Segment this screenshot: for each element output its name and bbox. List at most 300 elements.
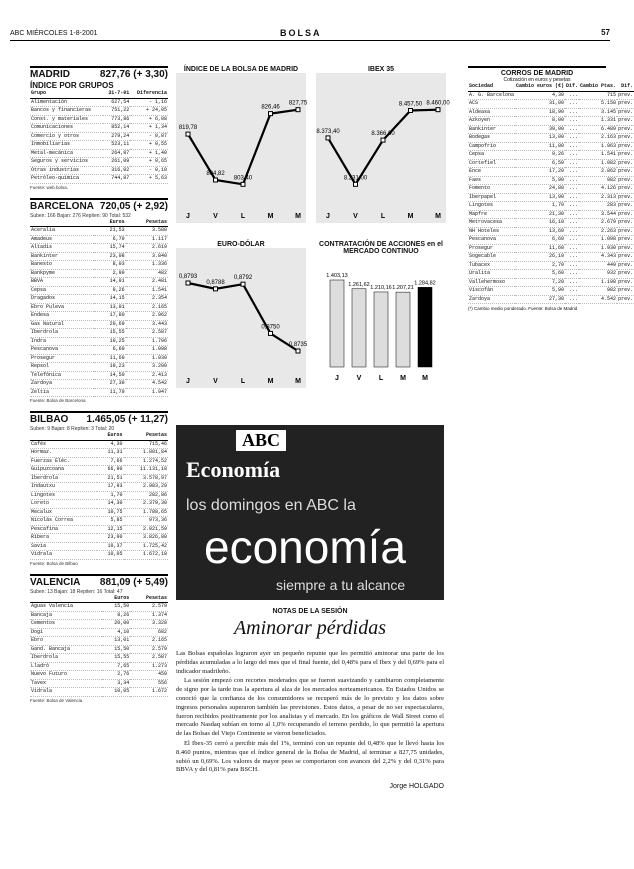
table-cell: Prosegur [468, 244, 515, 253]
table-cell: prev. [618, 236, 634, 242]
table-cell: 13,90 [515, 193, 565, 202]
table-row [30, 175, 168, 184]
data-label: 8.366,60 [371, 131, 395, 138]
table-cell: 11,60 [94, 354, 125, 363]
data-point [186, 281, 190, 285]
table-cell: 283 [579, 202, 617, 211]
table-cell: 26,10 [515, 253, 565, 262]
column-header: Euros [94, 219, 125, 227]
table-cell: 9,26 [94, 286, 125, 295]
table-cell: 715,46 [124, 440, 168, 449]
table-cell: BBVA [30, 278, 94, 287]
column-header [30, 219, 94, 227]
table-cell: 1.274,52 [124, 457, 168, 466]
table-cell: prev. [618, 159, 634, 166]
table-cell: 261,09 [103, 158, 130, 167]
bar [374, 292, 388, 367]
table-row [30, 679, 168, 688]
table-cell: 24,80 [515, 185, 565, 194]
table-cell: 27,30 [94, 380, 125, 389]
chart-title: CONTRATACIÓN DE ACCIONES en el MERCADO CONTINUO [319, 241, 443, 255]
table-row [30, 149, 168, 158]
tick-label: M [267, 213, 274, 220]
data-point [241, 182, 245, 186]
chart-title: ÍNDICE DE LA BOLSA DE MADRID [183, 66, 299, 73]
table-row [30, 440, 168, 449]
data-point [436, 108, 440, 112]
table-cell: 1.963 [579, 142, 617, 151]
data-point [241, 282, 245, 286]
table-cell: prev. [618, 100, 634, 106]
chart-svg [316, 255, 446, 385]
market-name: MADRID [30, 69, 70, 80]
table-cell: Nuevo Futuro [30, 671, 102, 680]
table-row [30, 500, 168, 509]
table-cell: Lingotes [30, 491, 97, 500]
table-cell: Petróleo-química [30, 175, 103, 184]
table-row [468, 142, 634, 151]
table-cell: 4.542 [579, 295, 617, 304]
table-row [468, 227, 634, 236]
table-cell: ... [565, 100, 579, 109]
article-paragraph: Las Bolsas españolas lograron ayer un pequeño repunte que les permitió aminorar una parte de los pérdidas acumuladas a lo largo del mes que el final fuente, del 0,48% para el Ibex y del 0,69% para el indicador madrileño. [176, 650, 444, 675]
table-row [30, 252, 168, 261]
table-cell: 14,30 [97, 500, 123, 509]
table-row [30, 491, 168, 500]
table-cell: Otras industrias [30, 166, 103, 175]
table-cell: 20,69 [94, 320, 125, 329]
table-cell: Lingotes [468, 202, 515, 211]
table-cell: 2.579 [130, 645, 168, 654]
table-cell: Ribera [30, 534, 97, 543]
chart-background [316, 73, 446, 223]
table-cell: 3.840 [126, 252, 168, 261]
table-cell: prev. [618, 142, 634, 149]
table-row [30, 654, 168, 663]
table-cell: 11.131,18 [124, 466, 168, 475]
table-cell: prev. [618, 125, 634, 132]
data-label: 8.457,50 [398, 101, 423, 108]
table-row [468, 219, 634, 228]
table-cell: 2.679 [579, 219, 617, 228]
table-cell: + 6,08 [130, 115, 168, 124]
corros-table [468, 83, 634, 304]
table-cell: prev. [618, 117, 634, 123]
bar [418, 287, 432, 367]
table-row [30, 337, 168, 346]
data-label: 8.460,00 [426, 100, 450, 107]
tick-label: M [267, 378, 274, 385]
table-row [468, 134, 634, 143]
table-cell: ... [565, 159, 579, 168]
market-table [30, 219, 168, 398]
table-cell: ... [565, 151, 579, 160]
tick-label: M [435, 213, 441, 220]
table-cell: prev. [618, 295, 634, 302]
market-index: 1.465,05 (+ 11,27) [86, 414, 168, 425]
table-cell: 2.862 [579, 168, 617, 177]
market-subtitle: ÍNDICE POR GRUPOS [30, 81, 114, 90]
table-row [30, 466, 168, 475]
table-cell: ... [565, 287, 579, 296]
table-cell: ... [565, 185, 579, 194]
table-row [30, 363, 168, 372]
table-cell: Const. y materiales [30, 115, 103, 124]
data-label: 0,8750 [261, 324, 280, 331]
table-cell: ... [565, 210, 579, 219]
table-row [468, 202, 634, 211]
table-row [468, 278, 634, 287]
page-number: 57 [601, 28, 610, 37]
table-cell: - 0,10 [130, 166, 168, 175]
table-cell: 3.578,97 [124, 474, 168, 483]
data-label: 8.231,00 [343, 175, 368, 182]
table-cell: Aldeasa [468, 108, 515, 117]
table-cell: 8,00 [515, 117, 565, 126]
table-cell: ... [565, 227, 579, 236]
tick-label: M [407, 213, 414, 220]
table-cell: 2.983,29 [124, 483, 168, 492]
table-cell: 10,05 [97, 551, 123, 560]
table-cell: Indautxu [30, 483, 97, 492]
tick-label: M [295, 378, 301, 385]
charts-area [176, 66, 448, 396]
column-header: Grupo [30, 90, 103, 98]
table-cell: 4,10 [102, 628, 130, 637]
table-cell: Comunicaciones [30, 124, 103, 133]
table-cell: ... [565, 236, 579, 245]
table-cell: prev. [618, 91, 634, 98]
table-cell: Ence [468, 168, 515, 177]
table-cell: Fomento [468, 185, 515, 194]
data-point [269, 331, 273, 335]
table-cell: 4,30 [515, 91, 565, 100]
chart-ibex [316, 66, 450, 236]
table-row [30, 688, 168, 697]
corros-footnote: (*) Cambio medio ponderado. Fuente: Bolsa de Madrid [468, 306, 578, 311]
table-cell: Seguros y servicios [30, 158, 103, 167]
table-cell: 6,60 [94, 346, 125, 355]
corros-column [468, 66, 634, 311]
table-row [30, 354, 168, 363]
data-label: 827,75 [288, 100, 308, 107]
market-name: BARCELONA [30, 200, 94, 212]
article-byline: Jorge HOLGADO [389, 783, 444, 791]
table-cell: 982 [579, 287, 617, 296]
table-cell: 10,37 [97, 542, 123, 551]
table-cell: 2.263 [579, 227, 617, 236]
table-row [30, 662, 168, 671]
data-point [269, 112, 273, 116]
table-cell: 9,26 [515, 151, 565, 160]
table-cell: ... [565, 125, 579, 134]
table-cell: 13,01 [94, 303, 125, 312]
tick-label: V [356, 375, 362, 382]
ad-line2: economía [204, 521, 407, 573]
table-cell: ... [565, 142, 579, 151]
table-cell: 482 [126, 269, 168, 278]
table-row [468, 261, 634, 270]
table-row [468, 117, 634, 126]
ad-line1: los domingos en ABC la [186, 497, 356, 514]
table-row [30, 380, 168, 389]
data-point [296, 349, 300, 353]
table-cell: 2.165 [130, 637, 168, 646]
table-cell: Aceralia [30, 227, 94, 236]
data-label: 819,78 [178, 125, 198, 132]
table-cell: Bancos y financieras [30, 107, 103, 116]
table-row [30, 329, 168, 338]
table-row [30, 166, 168, 175]
table-cell: Prosegur [30, 354, 94, 363]
table-cell: Iberpapel [468, 193, 515, 202]
table-cell: Vidrala [30, 688, 102, 697]
table-row [30, 534, 168, 543]
table-cell: 13,01 [102, 637, 130, 646]
tick-label: J [186, 378, 190, 385]
table-row [30, 286, 168, 295]
article-kicker: NOTAS DE LA SESIÓN [272, 608, 348, 615]
table-cell: 2.579 [130, 603, 168, 612]
table-cell: Dogi [30, 628, 102, 637]
table-cell: 21,53 [94, 227, 125, 236]
table-cell: 459 [130, 671, 168, 680]
table-cell: 14,50 [94, 371, 125, 380]
table-cell: Cepsa [468, 151, 515, 160]
table-cell: ... [565, 202, 579, 211]
table-cell: 1.930 [126, 354, 168, 363]
data-point [326, 136, 330, 140]
market-valencia [30, 574, 168, 703]
table-cell: 751,22 [103, 107, 130, 116]
table-cell: prev. [618, 244, 634, 251]
table-cell: prev. [618, 253, 634, 259]
article-title: Aminorar pérdidas [233, 617, 387, 639]
table-cell: 21,51 [97, 474, 123, 483]
table-cell: 2.163 [579, 134, 617, 143]
market-name: VALENCIA [30, 576, 81, 588]
table-cell: Comercio y otros [30, 132, 103, 141]
table-row [30, 278, 168, 287]
table-cell: Gand. Bancaja [30, 645, 102, 654]
table-cell: ... [565, 261, 579, 270]
table-cell: ACS [468, 100, 515, 109]
table-cell: 31,00 [515, 100, 565, 109]
table-cell: Zardoya [30, 380, 94, 389]
table-row [468, 159, 634, 168]
tick-label: M [400, 375, 406, 382]
table-cell: Bankinter [468, 125, 515, 134]
table-cell: Inmobiliarias [30, 141, 103, 150]
table-cell: ... [565, 176, 579, 185]
table-header [30, 432, 168, 440]
table-cell: ... [565, 295, 579, 304]
page-header [10, 30, 610, 41]
table-cell: prev. [618, 287, 634, 293]
table-cell: Dragados [30, 295, 94, 304]
table-cell: prev. [618, 168, 634, 174]
article-paragraph: El Ibex-35 cerró a percibir más del 1%, terminó con un repunte del 0,48% que le llevó hasta los 8.460 puntos, mientras que el índice general de la Bolsa de Madrid, al terminar a 827,75 unidades, subió un 0,69%. Los valores de mayor peso se comportaron con avances del 2,2% y del 0,31% para BBVA y del 0,81% para BSCH. [176, 739, 444, 774]
table-cell: 5,90 [515, 176, 565, 185]
table-cell: Cepsa [30, 286, 94, 295]
market-header [30, 68, 168, 81]
table-cell: 4.542 [126, 380, 168, 389]
table-cell: Amadeus [30, 235, 94, 244]
table-row [468, 176, 634, 185]
table-cell: 7,66 [97, 457, 123, 466]
tick-label: J [186, 213, 190, 220]
table-cell: Tubacex [468, 261, 515, 270]
table-cell: 23,08 [94, 252, 125, 261]
column-header: Euros [97, 432, 123, 440]
table-cell: 4.343 [579, 253, 617, 262]
market-header [30, 413, 168, 426]
table-cell: 3.580 [126, 227, 168, 236]
table-cell: ... [565, 168, 579, 177]
column-header: Euros [102, 595, 130, 603]
table-cell: Iberdrola [30, 329, 94, 338]
table-cell: 2.962 [126, 312, 168, 321]
data-label: 804,82 [206, 170, 225, 177]
table-cell: 1.541 [126, 286, 168, 295]
tick-label: M [422, 375, 428, 382]
ad-line3: siempre a tu alcance [276, 577, 406, 593]
bar [396, 292, 410, 367]
table-cell: Faes [468, 176, 515, 185]
table-cell: 2,90 [94, 269, 125, 278]
table-cell: Metrovacesa [468, 219, 515, 228]
table-cell: prev. [618, 219, 634, 225]
data-label: 0,8793 [178, 274, 198, 280]
table-cell: prev. [618, 227, 634, 234]
table-cell: 279,24 [103, 132, 130, 141]
table-cell: 4,30 [97, 440, 123, 449]
chart-svg [176, 248, 306, 388]
table-cell: Iberdrola [30, 654, 102, 663]
table-cell: Sogecable [468, 253, 515, 262]
tick-label: V [353, 213, 358, 220]
table-cell: 682 [130, 628, 168, 637]
table-row [30, 244, 168, 253]
table-row [468, 125, 634, 134]
table-row [30, 98, 168, 107]
table-cell: Pescanova [468, 236, 515, 245]
table-row [30, 542, 168, 551]
table-row [30, 603, 168, 612]
table-cell: 744,87 [103, 175, 130, 184]
table-cell: ... [565, 253, 579, 262]
table-cell: 2.413 [126, 371, 168, 380]
table-cell: 19,23 [94, 363, 125, 372]
table-cell: 1.331 [579, 117, 617, 126]
data-label: 1.210,16 [370, 284, 392, 291]
table-cell: ... [565, 134, 579, 143]
table-cell: + 1,34 [130, 124, 168, 133]
table-cell: 2.587 [126, 329, 168, 338]
data-label: 1.207,21 [392, 285, 414, 292]
table-row [30, 449, 168, 458]
market-note: Fuente: Bolsa de Barcelona [30, 398, 86, 403]
data-label: 0,8735 [288, 342, 308, 348]
table-cell: 14,91 [94, 278, 125, 287]
table-row [468, 244, 634, 253]
table-cell: 2.481 [126, 278, 168, 287]
tick-label: V [213, 213, 218, 220]
table-cell: Telefónica [30, 371, 94, 380]
table-cell: Ebro Puleva [30, 303, 94, 312]
market-barcelona [30, 198, 168, 404]
table-cell: Azkoyen [468, 117, 515, 126]
header-date: ABC MIÉRCOLES 1-8-2001 [10, 30, 98, 37]
chart-svg [316, 73, 450, 223]
data-point [354, 182, 358, 186]
data-point [409, 108, 413, 112]
table-header [30, 219, 168, 227]
table-cell: Endesa [30, 312, 94, 321]
table-cell: 14,15 [94, 295, 125, 304]
table-cell: + 0,55 [130, 141, 168, 150]
table-cell: 627,54 [103, 98, 130, 107]
table-cell: Bodegas [468, 134, 515, 143]
table-cell: 1.117 [126, 235, 168, 244]
table-row [30, 115, 168, 124]
table-cell: 17,93 [97, 483, 123, 492]
table-cell: 1.725,42 [124, 542, 168, 551]
table-cell: 973,36 [124, 517, 168, 526]
table-cell: 2,76 [102, 671, 130, 680]
table-row [468, 185, 634, 194]
table-row [468, 193, 634, 202]
market-table [30, 432, 168, 560]
table-row [30, 371, 168, 380]
table-cell: Gas Natural [30, 320, 94, 329]
market-header [30, 200, 168, 213]
table-cell: 5,85 [97, 517, 123, 526]
table-cell: A. G. Barcelona [469, 91, 515, 98]
column-header: Diferencia [130, 90, 168, 98]
table-cell: prev. [618, 108, 634, 115]
tick-label: L [240, 213, 246, 220]
market-index: 881,09 (+ 5,49) [99, 576, 168, 588]
data-label: 1.284,82 [414, 280, 436, 287]
data-label: 1.403,13 [326, 273, 348, 279]
data-point [296, 108, 300, 112]
table-row [30, 637, 168, 646]
column-header: Dif. [566, 83, 579, 89]
table-row [30, 474, 168, 483]
table-cell: 10,75 [97, 508, 123, 517]
table-cell: 5,60 [515, 270, 565, 279]
table-row [468, 253, 634, 262]
table-cell: Nicolás Correa [30, 517, 97, 526]
table-row [30, 227, 168, 236]
corros-subtitle: Cotización en euros y pesetas [503, 77, 571, 83]
advertisement [176, 425, 444, 600]
table-cell: Tavex [30, 679, 102, 688]
data-point [214, 178, 218, 182]
chart-indice-madrid [176, 66, 306, 236]
market-header [30, 576, 168, 589]
table-cell: Savia [30, 542, 97, 551]
tick-label: J [335, 375, 339, 382]
table-row [30, 346, 168, 355]
table-cell: 1.198 [579, 278, 617, 287]
data-point [186, 132, 190, 136]
table-cell: 1.672 [130, 688, 168, 697]
table-cell: 3.443 [126, 320, 168, 329]
data-label: 0,8792 [233, 275, 253, 282]
chart-svg [176, 73, 306, 223]
